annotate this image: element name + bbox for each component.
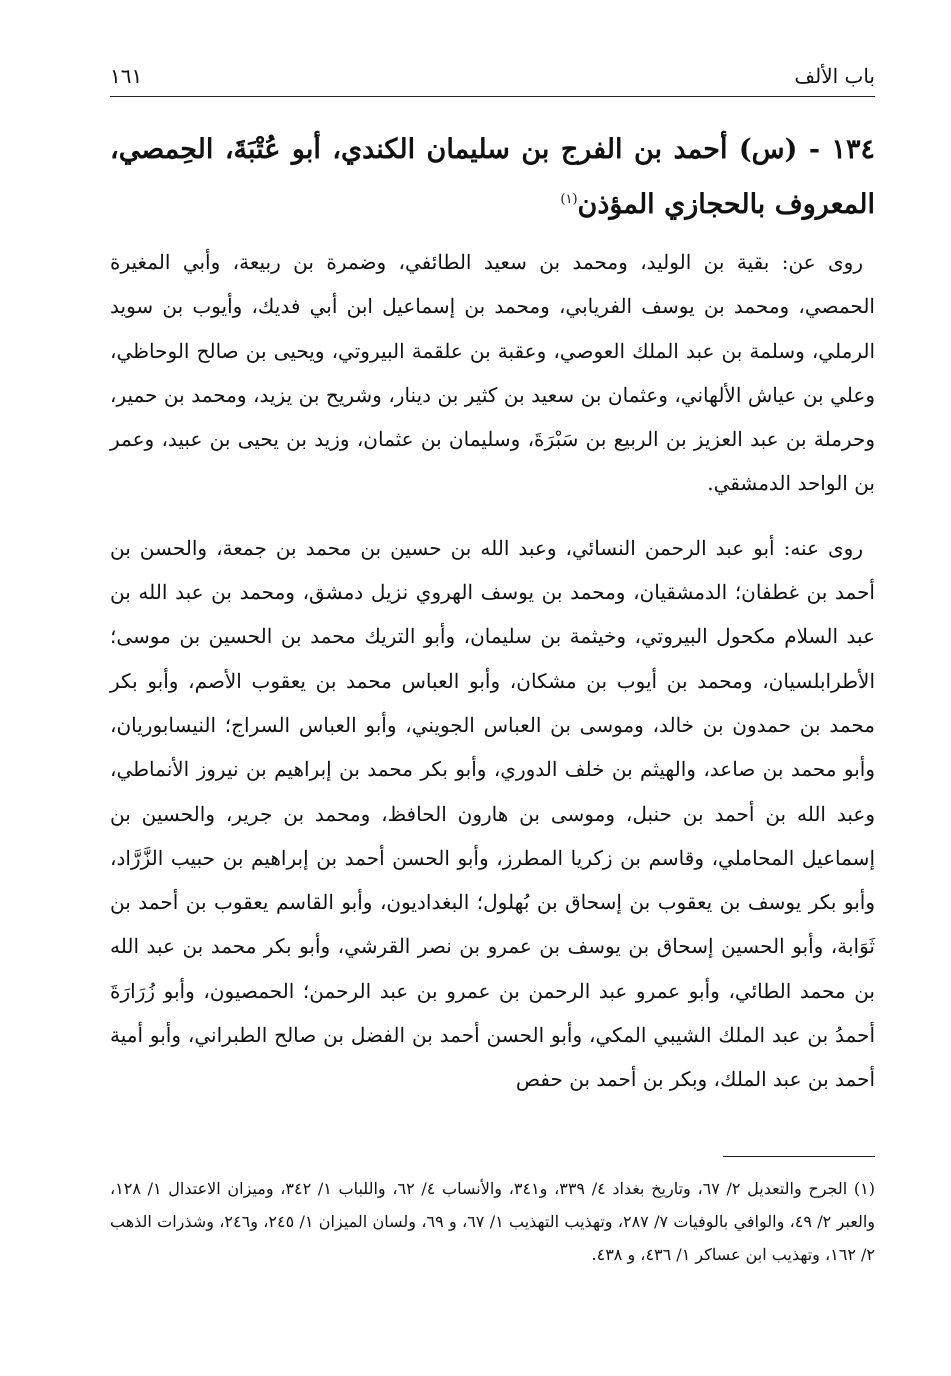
footnote: (١) الجرح والتعديل ٢/ ٦٧، وتاريخ بغداد ٤/ ٣٣٩، و٣٤١، والأنساب ٤/ ٦٢، واللباب ١/ ٣٤٢، وميزان الاعتدال ١/ ١٢٨، والعبر ٢/ ٤٩، والوافي بالوفيات ٧/ ٢٨٧، وتهذيب التهذيب ١/ ٦٧، و ٦٩، ولسان الميزان ١/ ٢٤٥، و٢٤٦، وشذرات الذهب ٢/ ١٦٢، وتهذيب ابن عساكر ١/ ٤٣٦، و ٤٣٨. — [110, 1179, 875, 1264]
running-header — [110, 60, 875, 97]
chapter-title: باب الألف — [794, 64, 875, 88]
book-page — [110, 60, 875, 1360]
narrated-by-paragraph: روى عنه: أبو عبد الرحمن النسائي، وعبد الله بن حسين بن محمد بن جمعة، والحسن بن أحمد بن غطفان؛ الدمشقيان، ومحمد بن يوسف الهروي نزيل دمشق، ومحمد بن عبد الله بن عبد السلام مكحول البيروتي، وخيثمة بن سليمان، وأبو التريك محمد بن الحسين بن موسى؛ الأطرابلسيان، ومحمد بن أيوب بن مشكان، وأبو العباس محمد بن يعقوب الأصم، وأبو بكر محمد بن حمدون بن خالد، وموسى بن العباس الجويني، وأبو العباس السراج؛ النيسابوريان، وأبو محمد بن صاعد، والهيثم بن خلف الدوري، وأبو بكر محمد بن إبراهيم بن نيروز الأنماطي، وعبد الله بن أحمد بن حنبل، وموسى بن هارون الحافظ، ومحمد بن جرير، والحسين بن إسماعيل المحاملي، وقاسم بن زكريا المطرز، وأبو الحسن أحمد بن إبراهيم بن حبيب الزَّرَّاد، وأبو بكر يوسف بن يعقوب بن إسحاق بن بُهلول؛ البغداديون، وأبو القاسم يعقوب بن أحمد بن ثَوَابة، وأبو الحسين إسحاق بن يوسف بن عمرو بن نصر القرشي، وأبو بكر محمد بن عبد الله بن محمد الطائي، وأبو عمرو عبد الرحمن بن عمرو بن عبد الرحمن؛ الحمصيون، وأبو زُرَارَةَ أحمدُ بن عبد الملك الشيبي المكي، وأبو الحسن أحمد بن الفضل بن صالح الطبراني، وأبو أمية أحمد بن عبد الملك، وبكر بن أحمد بن حفص — [110, 535, 876, 1092]
narrated-from-paragraph: روى عن: بقية بن الوليد، ومحمد بن سعيد الطائفي، وضمرة بن ربيعة، وأبي المغيرة الحمصي، ومحمد بن يوسف الفريابي، ومحمد بن إسماعيل ابن أبي فديك، وأيوب بن سويد الرملي، وسلمة بن عبد الملك العوصي، وعقبة بن علقمة البيروتي، ويحيى بن صالح الوحاظي، وعلي بن عياش الألهاني، وعثمان بن سعيد بن كثير بن دينار، وشريح بن يزيد، ومحمد بن حمير، وحرملة بن عبد العزيز بن الربيع بن سَبْرَةَ، وسليمان بن عثمان، وزيد بن يحيى بن عبيد، وعمر بن الواحد الدمشقي. — [110, 250, 875, 496]
page-number: ١٦١ — [110, 64, 143, 88]
footnote-divider — [723, 1156, 875, 1157]
footnote-marker: (١) — [560, 192, 578, 207]
entry-heading — [110, 125, 875, 230]
entry-title-text: ١٣٤ - (س) أحمد بن الفرج بن سليمان الكندي، أبو عُتْبَةَ، الحِمصي، المعروف بالحجازي المؤذن — [110, 134, 875, 220]
